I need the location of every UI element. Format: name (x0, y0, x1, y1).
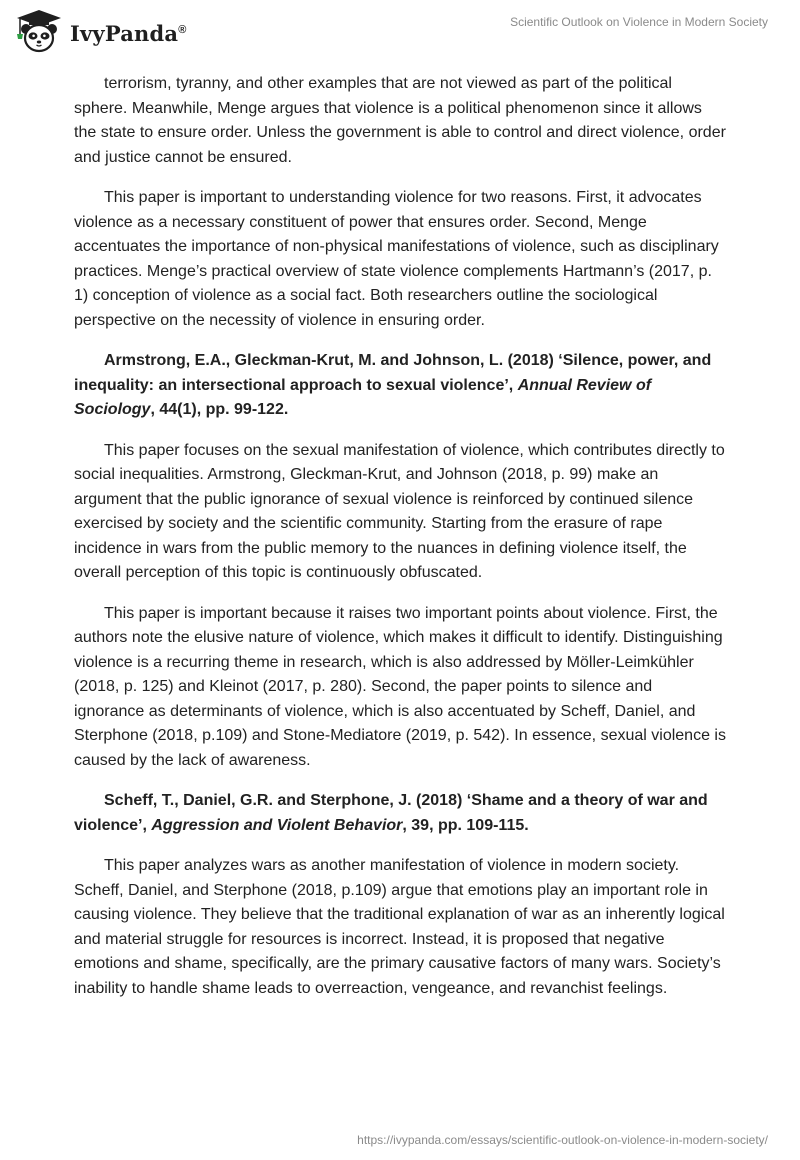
reference-journal: Annual Review of Sociology (74, 376, 652, 418)
reference-entry (74, 349, 726, 423)
registered-mark: ® (178, 23, 187, 36)
paragraph: This paper is important because it raises two important points about violence. First, the authors note the elusive nature of violence, which makes it difficult to identify. Distinguishing violence is a recurring theme in research, which is also addressed by Möller-Leimkühler (2018, p. 125) and Kleinot (2017, p. 280). Second, the paper points to silence and ignorance as determinants of violence, which is also accentuated by Scheff, Daniel, and Sterphone (2018, p.109) and Stone-Mediatore (2019, p. 542). In essence, sexual violence is caused by the lack of awareness. (74, 604, 726, 769)
essay-body (74, 72, 726, 1017)
paragraph: This paper analyzes wars as another manifestation of violence in modern society. Scheff, Daniel, and Sterphone (2018, p.109) argue that emotions play an important role in causing violence. They believe that the traditional explanation of war as an inherently logical and material struggle for resources is incorrect. Instead, it is proposed that negative emotions and shame, specifically, are the primary causative factors of many wars. Society’s inability to handle shame leads to overreaction, vengeance, and revanchist feelings. (74, 857, 725, 997)
paragraph: This paper focuses on the sexual manifestation of violence, which contributes directly to social inequalities. Armstrong, Gleckman-Krut, and Johnson (2018, p. 99) make an argument that the public ignorance of sexual violence is reinforced by continued silence exercised by society and the scientific community. Starting from the erasure of rape incidence in wars from the public memory to the nuances in defining violence itself, the overall perception of this topic is continuously obfuscated. (74, 441, 725, 581)
running-title: Scientific Outlook on Violence in Modern Society (510, 15, 768, 29)
source-url-link[interactable]: https://ivypanda.com/essays/scientific-outlook-on-violence-in-modern-society/ (357, 1133, 768, 1147)
reference-details: , 39, pp. 109-115. (402, 816, 529, 834)
reference-entry (74, 789, 726, 838)
reference-text: Armstrong, E.A., Gleckman-Krut, M. and Johnson, L. (2018) ‘Silence, power, and inequality: an intersectional approach to sexual violence’, (74, 352, 712, 394)
page-header (0, 0, 800, 70)
reference-journal: Aggression and Violent Behavior (151, 816, 403, 834)
logo-wordmark: IvyPanda® (70, 20, 187, 46)
paragraph: terrorism, tyranny, and other examples that are not viewed as part of the political sphere. Meanwhile, Menge argues that violence is a political phenomenon since it allows the state to ensure order. Unless the government is able to control and direct violence, order and justice cannot be ensured. (74, 75, 726, 166)
ivypanda-logo[interactable] (14, 8, 187, 54)
panda-graduate-icon (14, 8, 64, 54)
reference-text: Scheff, T., Daniel, G.R. and Sterphone, J. (2018) ‘Shame and a theory of war and violence’, (74, 792, 708, 834)
reference-details: , 44(1), pp. 99-122. (150, 401, 289, 418)
paragraph: This paper is important to understanding violence for two reasons. First, it advocates violence as a necessary constituent of power that ensures order. Second, Menge accentuates the importance of non-physical manifestations of violence, such as disciplinary practices. Menge’s practical overview of state violence complements Hartmann’s (2017, p. 1) conception of violence as a social fact. Both researchers outline the sociological perspective on the necessity of violence in ensuring order. (74, 189, 719, 329)
